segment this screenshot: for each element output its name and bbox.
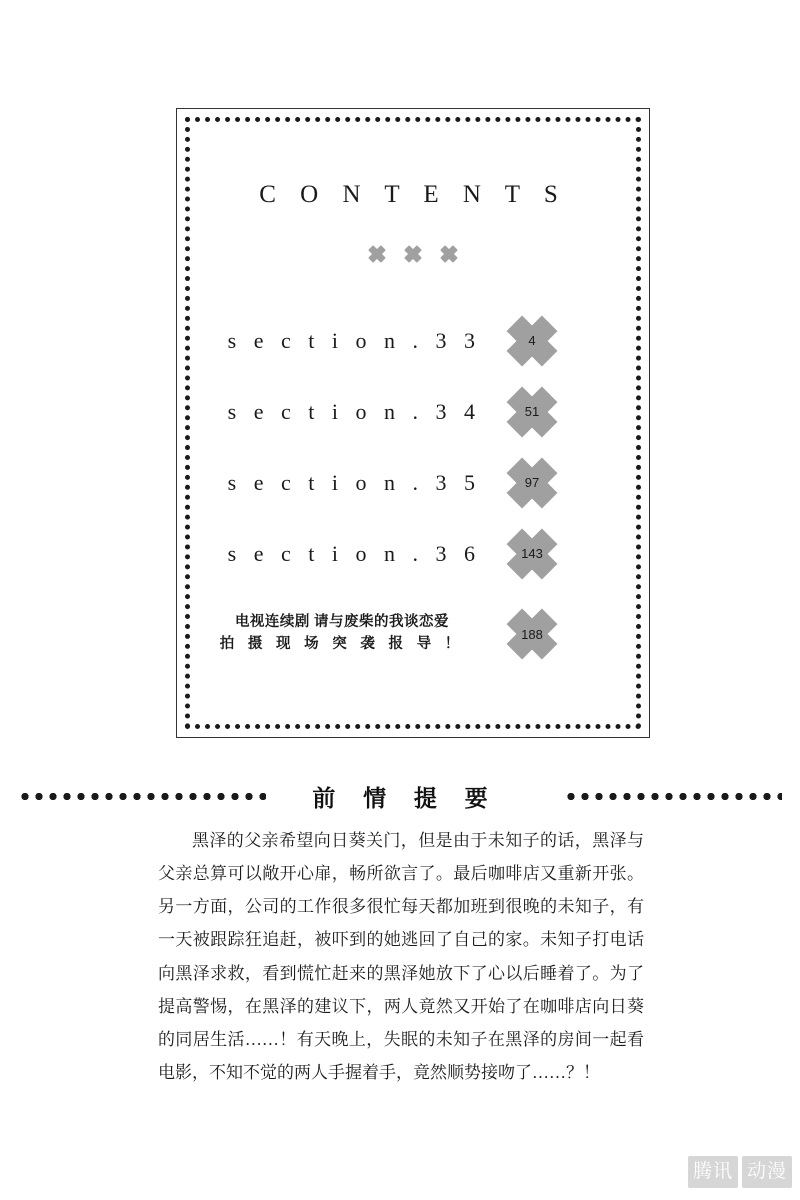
page-title: C O N T E N T S xyxy=(259,181,567,208)
watermark xyxy=(688,1156,792,1188)
toc-page-number: 188 xyxy=(521,626,543,642)
toc-page-number: 51 xyxy=(524,404,540,419)
toc-entry-label: s e c t i o n . 3 6 xyxy=(227,540,481,566)
toc-page-number: 143 xyxy=(521,546,543,561)
toc-entry-label: s e c t i o n . 3 5 xyxy=(227,469,481,495)
toc-entry[interactable] xyxy=(177,447,649,518)
x-badge-icon xyxy=(507,529,557,579)
x-mark-icon xyxy=(404,245,422,263)
toc-entry[interactable] xyxy=(177,305,649,376)
toc-page-badge xyxy=(507,609,607,659)
x-badge-icon xyxy=(507,609,557,659)
toc-page-badge xyxy=(507,458,607,508)
x-badge-icon xyxy=(507,387,557,437)
toc-entry-label: s e c t i o n . 3 4 xyxy=(227,398,481,424)
toc-page-number: 97 xyxy=(524,475,540,490)
toc-special-line-2: 拍 摄 现 场 突 袭 报 导 ！ xyxy=(219,636,465,652)
x-mark-icon xyxy=(440,245,458,263)
x-divider xyxy=(177,245,649,263)
x-mark-icon xyxy=(368,245,386,263)
toc-entry[interactable] xyxy=(177,518,649,589)
toc-entry-label: s e c t i o n . 3 3 xyxy=(227,327,481,353)
toc-entry-special[interactable] xyxy=(177,589,649,679)
summary-body-text: 黑泽的父亲希望向日葵关门，但是由于未知子的话，黑泽与父亲总算可以敞开心扉，畅所欲言了。最后咖啡店又重新开张。另一方面，公司的工作很多很忙每天都加班到很晚的未知子，有一天被跟踪狂追赶，被吓到的她逃回了自己的家。未知子打电话向黑泽求救，看到慌忙赶来的黑泽她放下了心以后睡着了。为了提高警惕，在黑泽的建议下，两人竟然又开始了在咖啡店向日葵的同居生活……！有天晚上，失眠的未知子在黑泽的房间一起看电影，不知不觉的两人手握着手，竟然顺势接吻了……？！ xyxy=(158,831,644,1082)
toc-page-number: 4 xyxy=(528,333,536,348)
toc-special-line-1: 电视连续剧 请与废柴的我谈恋爱 xyxy=(234,614,450,631)
toc-entry[interactable] xyxy=(177,376,649,447)
x-badge-icon xyxy=(507,458,557,508)
toc-entry-special-label xyxy=(177,612,507,656)
toc-page-badge xyxy=(507,529,607,579)
dotted-rule-right xyxy=(564,792,782,801)
table-of-contents-list xyxy=(177,305,649,679)
x-badge-icon xyxy=(507,316,557,366)
contents-panel xyxy=(176,108,650,738)
toc-page-badge xyxy=(507,316,607,366)
summary-header xyxy=(0,776,800,816)
watermark-text-1: 腾讯 xyxy=(688,1156,738,1188)
watermark-text-2: 动漫 xyxy=(742,1156,792,1188)
toc-page-badge xyxy=(507,387,607,437)
summary-title: 前 情 提 要 xyxy=(312,786,499,811)
